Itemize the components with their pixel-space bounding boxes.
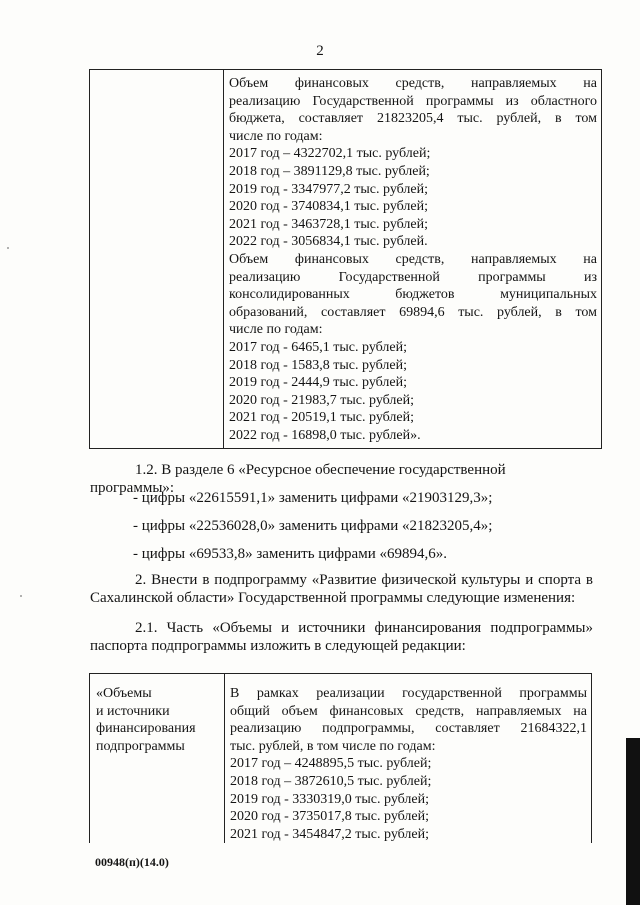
funding-table-continued — [89, 69, 602, 449]
subprogram-year-2018: 2018 год – 3872610,5 тыс. рублей; — [230, 773, 432, 789]
funding-label-line-4: подпрограммы — [96, 738, 185, 754]
table-left-cell-empty — [90, 70, 224, 449]
item-2-1-line-2: паспорта подпрограммы изложить в следующей редакции: — [90, 638, 466, 654]
municipal-year-2019: 2019 год - 2444,9 тыс. рублей; — [229, 375, 408, 391]
municipal-budget-line-3: консолидированных бюджетов муниципальных — [229, 287, 597, 303]
scan-edge-mark — [626, 738, 640, 905]
subprogram-para-line-2: общий объем финансовых средств, направляемых на — [230, 703, 587, 719]
regional-year-2018: 2018 год – 3891129,8 тыс. рублей; — [229, 163, 430, 179]
subprogram-year-2020: 2020 год - 3735017,8 тыс. рублей; — [230, 809, 430, 825]
funding-label-line-3: финансирования — [96, 721, 196, 737]
scan-dot — [7, 247, 9, 249]
regional-budget-line-2: реализацию Государственной программы из областного — [229, 93, 597, 109]
regional-year-2021: 2021 год - 3463728,1 тыс. рублей; — [229, 216, 429, 232]
subprogram-year-2019: 2019 год - 3330319,0 тыс. рублей; — [230, 791, 430, 807]
item-2-line-2: Сахалинской области» Государственной программы следующие изменения: — [90, 590, 576, 606]
subprogram-para-line-1: В рамках реализации государственной программы — [230, 686, 587, 701]
funding-label-line-1: «Объемы — [96, 686, 152, 701]
item-2-1-line-1: 2.1. Часть «Объемы и источники финансирования подпрограммы» — [135, 620, 593, 636]
item-1-2: 1.2. В разделе 6 «Ресурсное обеспечение государственной программы»: — [90, 462, 506, 496]
document-code: 00948(п)(14.0) — [95, 855, 169, 869]
replacement-1: - цифры «22615591,1» заменить цифрами «21903129,3»; — [133, 490, 493, 506]
funding-label-cell — [90, 674, 225, 844]
page-number: 2 — [316, 43, 324, 59]
scan-dot — [20, 595, 22, 597]
replacement-2: - цифры «22536028,0» заменить цифрами «21823205,4»; — [133, 518, 493, 534]
municipal-year-2020: 2020 год - 21983,7 тыс. рублей; — [229, 392, 415, 408]
municipal-year-2017: 2017 год - 6465,1 тыс. рублей; — [229, 339, 408, 355]
table-right-cell — [224, 70, 602, 449]
subprogram-para-line-4: тыс. рублей, в том числе по годам: — [230, 738, 436, 754]
funding-label-line-2: и источники — [96, 703, 170, 719]
item-2-line-1: 2. Внести в подпрограмму «Развитие физической культуры и спорта в — [135, 572, 593, 588]
municipal-budget-line-4: образований, составляет 69894,6 тыс. рублей, в том — [229, 304, 597, 320]
regional-year-2019: 2019 год - 3347977,2 тыс. рублей; — [229, 181, 429, 197]
regional-budget-line-4: числе по годам: — [229, 128, 323, 144]
municipal-year-2018: 2018 год - 1583,8 тыс. рублей; — [229, 357, 408, 373]
regional-budget-line-1: Объем финансовых средств, направляемых на — [229, 76, 597, 91]
regional-year-2017: 2017 год – 4322702,1 тыс. рублей; — [229, 146, 431, 162]
subprogram-funding-table — [89, 673, 592, 843]
funding-value-cell — [225, 674, 592, 844]
regional-budget-line-3: бюджета, составляет 21823205,4 тыс. рублей, в том — [229, 111, 597, 127]
municipal-budget-line-1: Объем финансовых средств, направляемых на — [229, 251, 597, 267]
municipal-budget-line-5: числе по годам: — [229, 322, 323, 338]
regional-year-2020: 2020 год - 3740834,1 тыс. рублей; — [229, 199, 429, 215]
municipal-year-2022: 2022 год - 16898,0 тыс. рублей». — [229, 427, 421, 443]
municipal-year-2021: 2021 год - 20519,1 тыс. рублей; — [229, 410, 415, 426]
subprogram-para-line-3: реализацию подпрограммы, составляет 21684322,1 — [230, 721, 587, 737]
regional-year-2022: 2022 год - 3056834,1 тыс. рублей. — [229, 234, 428, 250]
subprogram-year-2021: 2021 год - 3454847,2 тыс. рублей; — [230, 826, 430, 842]
subprogram-year-2017: 2017 год – 4248895,5 тыс. рублей; — [230, 756, 432, 772]
replacement-3: - цифры «69533,8» заменить цифрами «69894,6». — [133, 546, 447, 562]
municipal-budget-line-2: реализацию Государственной программы из — [229, 269, 597, 285]
